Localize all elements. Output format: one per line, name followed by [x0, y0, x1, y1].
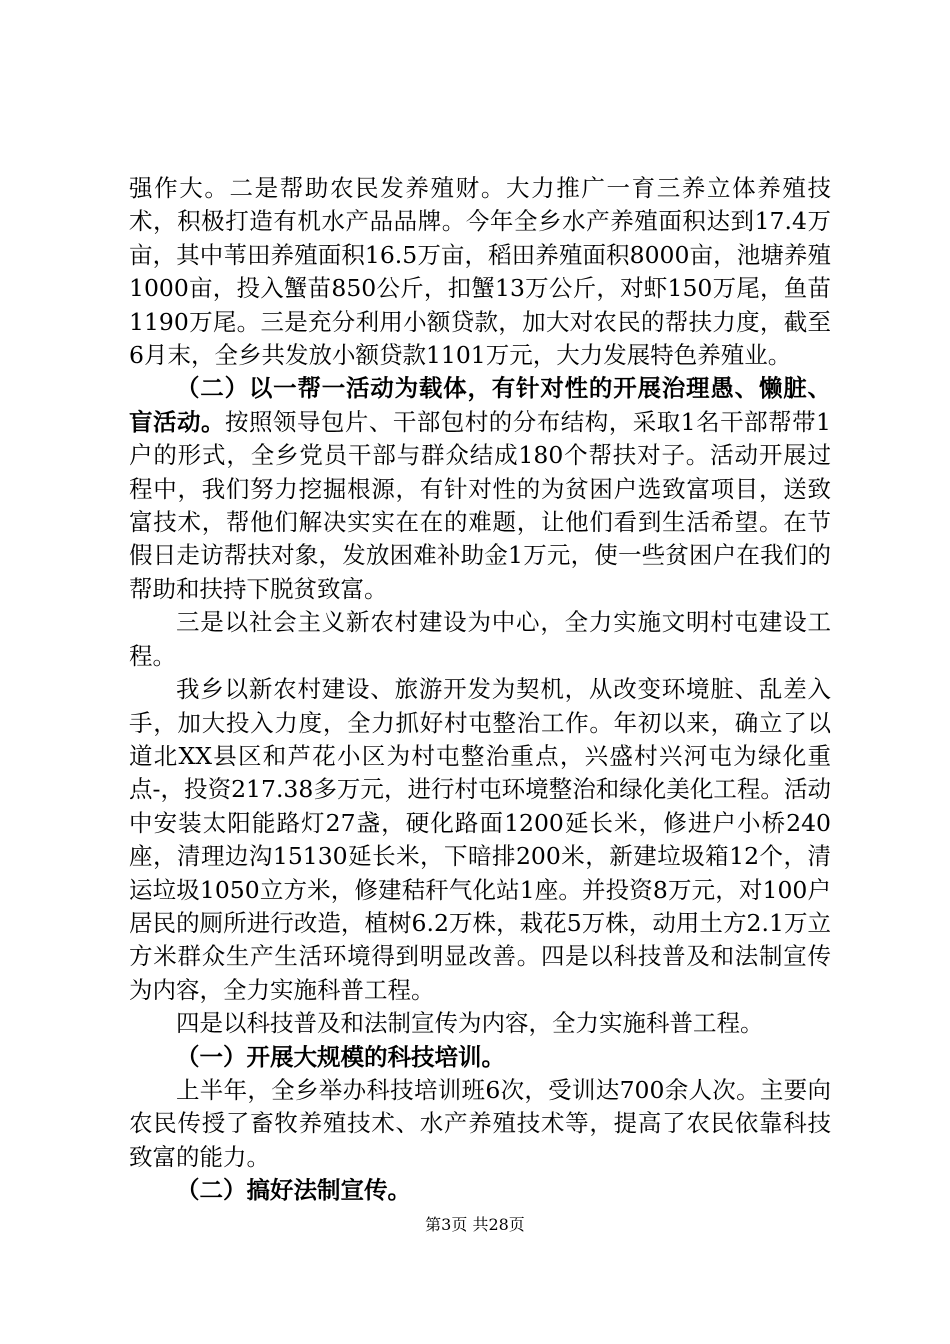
- paragraph: 三是以社会主义新农村建设为中心，全力实施文明村屯建设工程。: [129, 608, 831, 670]
- paragraph: 上半年，全乡举办科技培训班6次，受训达700余人次。主要向农民传授了畜牧养殖技术、水产养殖技术等，提高了农民依靠科技致富的能力。: [129, 1075, 831, 1171]
- paragraph-text: 按照领导包片、干部包村的分布结构，采取1名干部帮带1户的形式，全乡党员干部与群众结成180个帮扶对子。活动开展过程中，我们努力挖掘根源，有针对性的为贫困户选致富项目，送致富技术，帮他们解决实实在在的难题，让他们看到生活希望。在节假日走访帮扶对象，发放困难补助金1万元，使一些贫困户在我们的帮助和扶持下脱贫致富。: [129, 407, 832, 603]
- paragraph: 四是以科技普及和法制宣传为内容，全力实施科普工程。: [176, 1009, 764, 1038]
- section-heading: （二）以一帮一活动为载体，有针对性的开展治理愚、懒脏、盲活动。: [129, 374, 831, 436]
- document-body: [129, 172, 831, 1208]
- section-heading: （二）搞好法制宣传。: [176, 1176, 411, 1205]
- paragraph: [129, 372, 831, 606]
- page-number-footer: 第3页 共28页: [425, 1215, 525, 1234]
- paragraph: 强作大。二是帮助农民发养殖财。大力推广一育三养立体养殖技术，积极打造有机水产品品牌。今年全乡水产养殖面积达到17.4万亩，其中苇田养殖面积16.5万亩，稻田养殖面积8000亩，池塘养殖1000亩，投入蟹苗850公斤，扣蟹13万公斤，对虾150万尾，鱼苗1190万尾。三是充分利用小额贷款，加大对农民的帮扶力度，截至6月末，全乡共发放小额贷款1101万元，大力发展特色养殖业。: [129, 174, 831, 370]
- section-heading: （一）开展大规模的科技培训。: [176, 1042, 505, 1071]
- paragraph: 我乡以新农村建设、旅游开发为契机，从改变环境脏、乱差入手，加大投入力度，全力抓好村屯整治工作。年初以来，确立了以道北XX县区和芦花小区为村屯整治重点，兴盛村兴河屯为绿化重点-，投资217.38多万元，进行村屯环境整治和绿化美化工程。活动中安装太阳能路灯27盏，硬化路面1200延长米，修进户小桥240座，清理边沟15130延长米，下暗排200米，新建垃圾箱12个，清运垃圾1050立方米，修建秸秆气化站1座。并投资8万元，对100户居民的厕所进行改造，植树6.2万株，栽花5万株，动用土方2.1万立方米群众生产生活环境得到明显改善。四是以科技普及和法制宣传为内容，全力实施科普工程。: [129, 675, 831, 1004]
